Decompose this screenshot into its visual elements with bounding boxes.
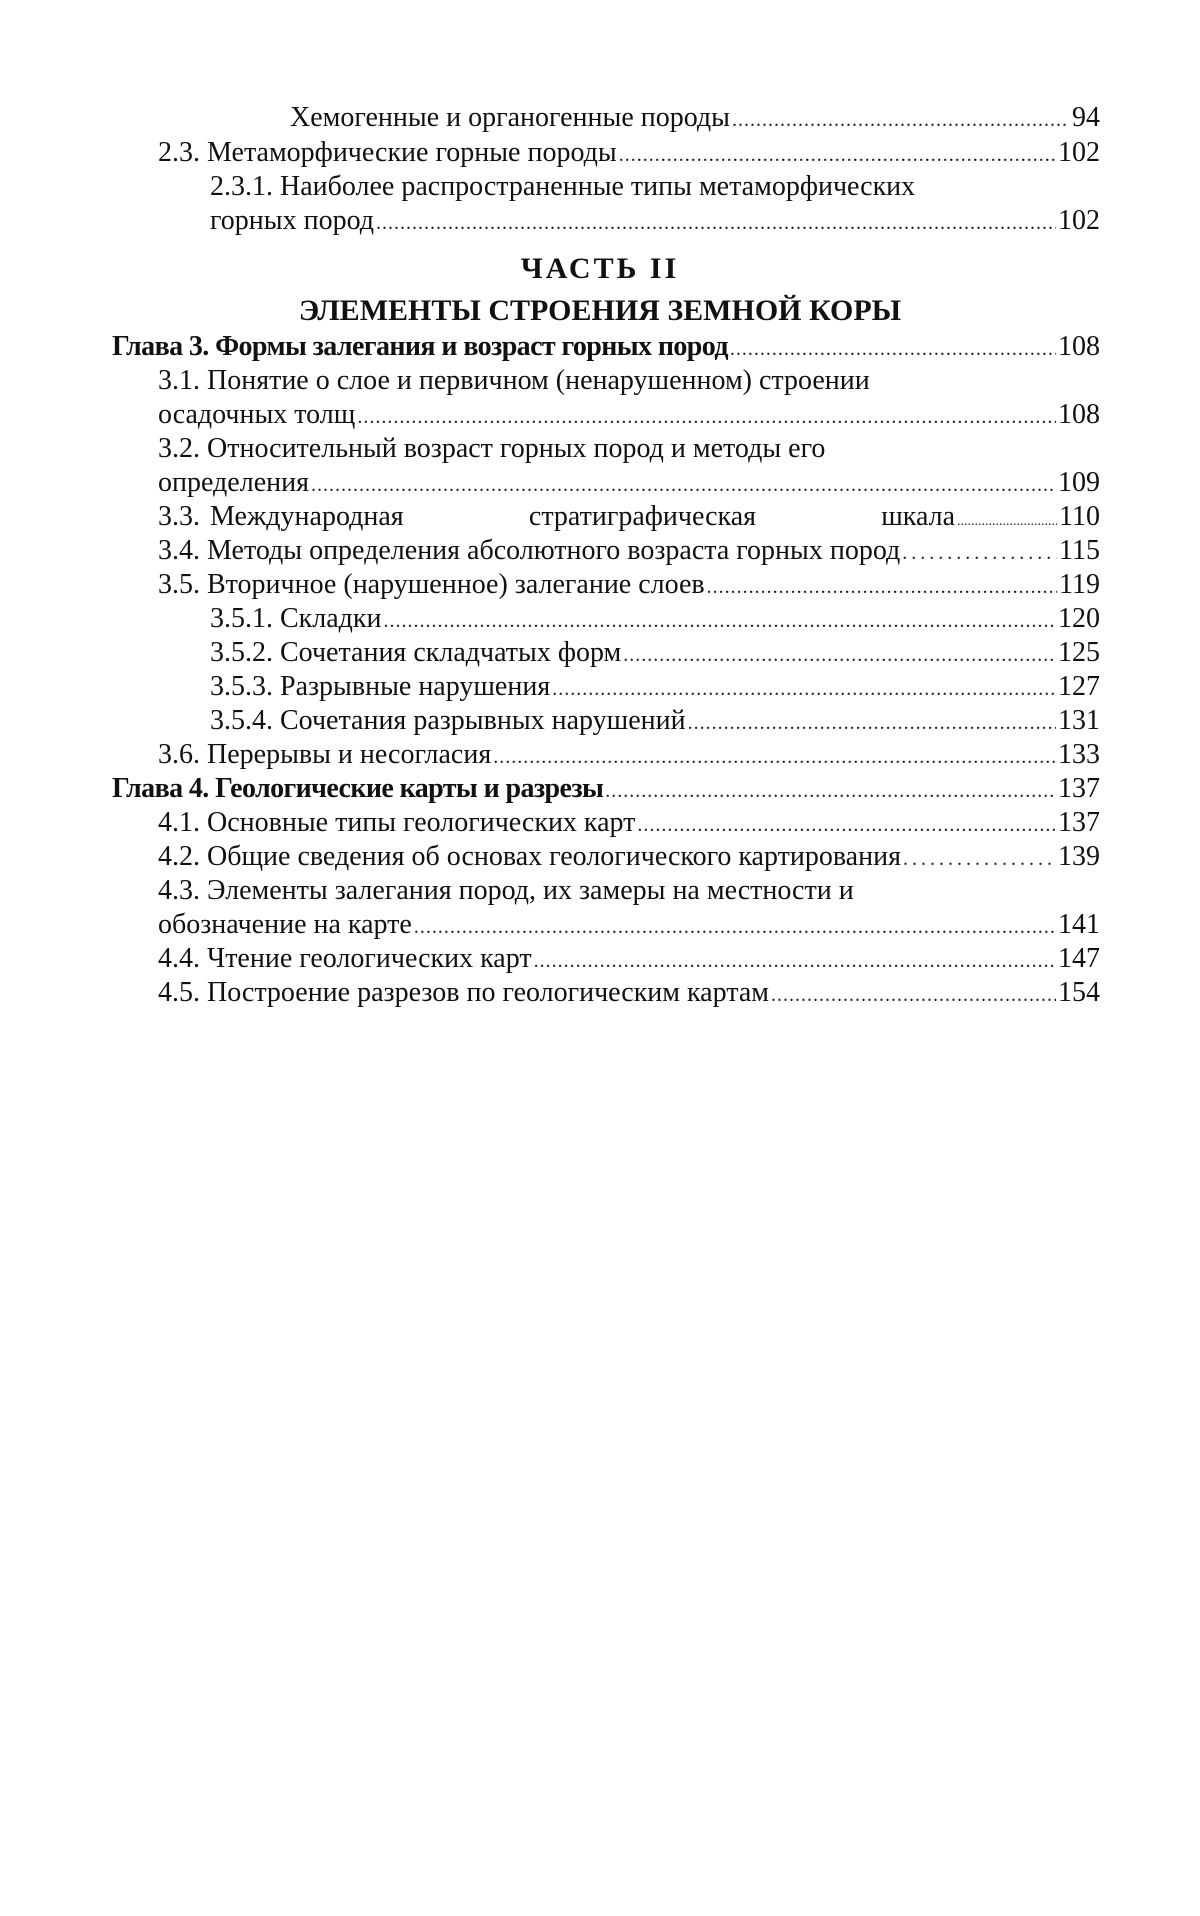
toc-entry-4-4	[158, 942, 1100, 978]
toc-entry-title: Хемогенные и органогенные породы	[290, 102, 730, 133]
toc-page-number: 108	[1058, 399, 1100, 430]
dot-leader	[384, 604, 1056, 638]
toc-entry-title: обозначение на карте	[158, 909, 412, 940]
toc-entry-title: горных пород	[210, 205, 375, 236]
toc-entry-4-1	[158, 806, 1100, 842]
toc-entry-chemogenic-rocks	[290, 101, 1100, 137]
toc-entry-4-3	[158, 908, 1100, 944]
toc-page-number: 141	[1058, 909, 1100, 940]
toc-entry-3-6	[158, 738, 1100, 774]
toc-page-number: 120	[1058, 603, 1100, 634]
toc-page-number: 94	[1072, 102, 1100, 133]
toc-page-number: 109	[1058, 467, 1100, 498]
toc-entry-3-5-4	[210, 704, 1100, 740]
dot-leader	[688, 706, 1056, 740]
toc-entry-title: осадочных толщ	[158, 399, 356, 430]
dot-leader	[552, 672, 1056, 706]
dot-leader	[534, 944, 1056, 978]
toc-entry-title: 3.5.1. Складки	[210, 603, 382, 634]
toc-entry-3-5-2	[210, 636, 1100, 672]
toc-entry-word: стратиграфическая	[528, 501, 756, 532]
toc-entry-2-3-1	[210, 204, 1100, 240]
toc-page-number: 127	[1058, 671, 1100, 702]
toc-page-number: 119	[1059, 569, 1100, 600]
toc-entry-title: 4.1. Основные типы геологических карт	[158, 807, 636, 838]
toc-entry-title: 3.6. Перерывы и несогласия	[158, 739, 492, 770]
toc-entry-3-5-3	[210, 670, 1100, 706]
dot-leader	[376, 206, 1056, 240]
toc-entry-word: Международная	[210, 501, 404, 532]
toc-page-number: 137	[1058, 773, 1100, 804]
toc-page-number: 133	[1058, 739, 1100, 770]
toc-entry-3-1-line1: 3.1. Понятие о слое и первичном (ненарушенном) строении	[158, 365, 870, 396]
toc-entry-3-1	[158, 398, 1100, 434]
toc-entry-number: 3.3.	[158, 501, 200, 532]
dot-leader	[707, 570, 1057, 604]
toc-entry-2-3-1-line1: 2.3.1. Наиболее распространенные типы метаморфических	[210, 171, 916, 202]
toc-entry-title: 4.5. Построение разрезов по геологическим картам	[158, 977, 769, 1008]
part-subtitle: ЭЛЕМЕНТЫ СТРОЕНИЯ ЗЕМНОЙ КОРЫ	[298, 294, 902, 327]
dot-leader	[903, 842, 1056, 876]
toc-chapter-3	[112, 330, 1100, 366]
dot-leader	[637, 808, 1056, 842]
toc-entry-title: 3.5.4. Сочетания разрывных нарушений	[210, 705, 686, 736]
toc-entry-4-5	[158, 976, 1100, 1012]
toc-page-number: 147	[1058, 943, 1100, 974]
dot-leader	[605, 774, 1056, 808]
toc-entry-3-5	[158, 568, 1100, 604]
toc-entry-4-2	[158, 840, 1100, 876]
dot-leader	[414, 910, 1056, 944]
toc-entry-title: 4.2. Общие сведения об основах геологического картирования	[158, 841, 901, 872]
toc-chapter-4	[112, 772, 1100, 808]
toc-page-number: 115	[1059, 535, 1100, 566]
toc-entry-title: 3.5.2. Сочетания складчатых форм	[210, 637, 622, 668]
toc-entry-title: 3.5.3. Разрывные нарушения	[210, 671, 551, 702]
part-title: ЧАСТЬ II	[520, 252, 680, 285]
toc-entry-3-2-line1: 3.2. Относительный возраст горных пород и методы его	[158, 433, 826, 464]
toc-page-number: 102	[1058, 205, 1100, 236]
toc-entry-title: 2.3. Метаморфические горные породы	[158, 137, 617, 168]
toc-entry-2-3	[158, 136, 1100, 172]
toc-page-number: 125	[1058, 637, 1100, 668]
dot-leader	[732, 103, 1068, 137]
dot-leader	[357, 400, 1056, 434]
toc-entry-title: 4.4. Чтение геологических карт	[158, 943, 532, 974]
dot-leader	[619, 138, 1056, 172]
toc-chapter-title: Глава 3. Формы залегания и возраст горных пород	[112, 331, 728, 362]
toc-page-number: 137	[1058, 807, 1100, 838]
toc-entry-title: определения	[158, 467, 309, 498]
toc-entry-title: 3.5. Вторичное (нарушенное) залегание слоев	[158, 569, 705, 600]
toc-page-number: 110	[1059, 501, 1100, 532]
toc-entry-3-5-1	[210, 602, 1100, 638]
toc-page-number: 131	[1058, 705, 1100, 736]
toc-entry-title: 3.4. Методы определения абсолютного возраста горных пород	[158, 535, 901, 566]
toc-entry-3-2	[158, 466, 1100, 502]
dot-leader	[623, 638, 1056, 672]
dot-leader	[493, 740, 1056, 774]
toc-page-number: 154	[1058, 977, 1100, 1008]
dot-leader	[730, 332, 1056, 366]
dot-leader	[902, 536, 1057, 570]
dot-leader	[311, 468, 1056, 502]
toc-entry-3-4	[158, 534, 1100, 570]
toc-entry-4-3-line1: 4.3. Элементы залегания пород, их замеры на местности и	[158, 875, 854, 906]
dot-leader	[771, 978, 1056, 1012]
toc-page-number: 139	[1058, 841, 1100, 872]
toc-page-number: 108	[1058, 331, 1100, 362]
toc-page-number: 102	[1058, 137, 1100, 168]
toc-entry-word: шкала	[881, 501, 956, 532]
toc-chapter-title: Глава 4. Геологические карты и разрезы	[112, 773, 604, 804]
